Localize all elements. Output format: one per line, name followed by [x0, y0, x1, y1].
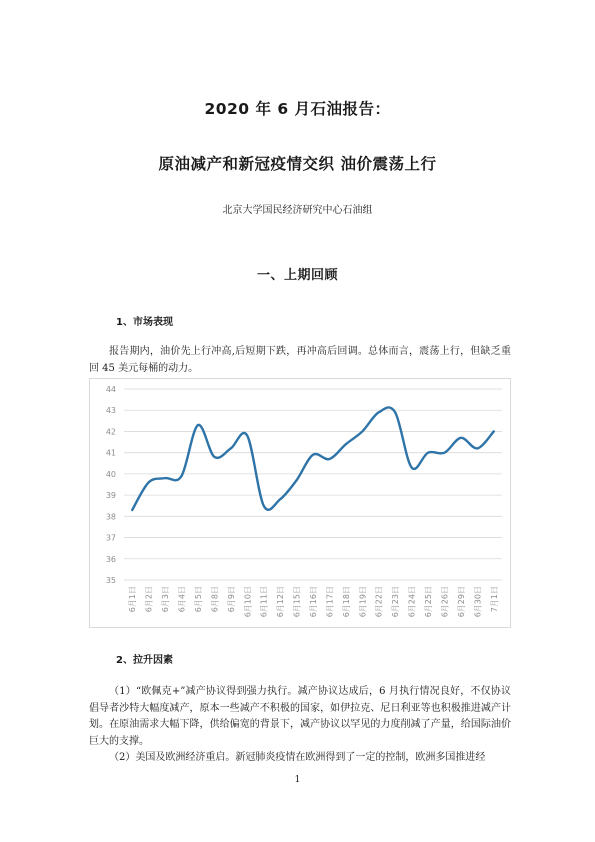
y-tick-label: 39 [105, 491, 116, 501]
x-tick-label: 6月3日 [161, 586, 171, 613]
x-tick-label: 6月11日 [259, 586, 269, 618]
x-tick-label: 6月2日 [144, 586, 154, 613]
data-point [246, 435, 248, 437]
x-tick-label: 6月10日 [243, 586, 253, 618]
x-tick-label: 6月26日 [440, 586, 450, 618]
y-tick-label: 38 [105, 512, 116, 522]
paragraph-factor-1: （1）“欧佩克+”减产协议得到强力执行。减产协议达成后，6 月执行情况良好，不仅协议倡导者沙特大幅度减产，原本一些减产不积极的国家，如伊拉克、尼日利亚等也积极推进减产计划。在原油需求大幅下降，供给偏宽的背景下，减产协议以罕见的力度削减了产量，给国际油价巨大的支撑。 [89, 686, 511, 747]
chart-svg [90, 379, 510, 627]
x-tick-label: 6月1日 [128, 586, 138, 613]
author-line: 北京大学国民经济研究中心石油组 [222, 205, 373, 216]
x-tick-label: 6月12日 [276, 586, 286, 618]
oil-price-chart [89, 378, 511, 628]
data-point [148, 482, 150, 484]
x-tick-label: 6月23日 [391, 586, 401, 618]
x-tick-label: 6月8日 [210, 586, 220, 613]
y-tick-label: 41 [105, 448, 116, 458]
x-tick-label: 6月24日 [407, 586, 417, 618]
y-tick-label: 35 [105, 576, 116, 585]
data-point [444, 452, 446, 454]
data-point [181, 475, 183, 477]
data-point [378, 412, 380, 414]
x-tick-label: 6月15日 [292, 586, 302, 618]
subheading-factors: 2、拉升因素 [116, 655, 173, 666]
data-point [214, 456, 216, 458]
y-tick-label: 44 [105, 385, 116, 394]
data-point [411, 467, 413, 469]
data-point [197, 424, 199, 426]
data-point [329, 458, 331, 460]
data-point [345, 443, 347, 445]
x-tick-label: 6月5日 [193, 586, 203, 613]
data-point [427, 452, 429, 454]
x-tick-label: 6月16日 [309, 586, 318, 618]
y-tick-label: 36 [105, 554, 116, 564]
doc-title-line2: 原油减产和新冠疫情交织 油价震荡上行 [158, 155, 437, 173]
data-point [362, 431, 364, 433]
x-tick-label: 6月17日 [325, 586, 335, 618]
x-tick-label: 7月1日 [489, 586, 499, 613]
data-point [394, 412, 396, 414]
data-point [279, 499, 281, 501]
section-heading-review: 一、上期回顾 [256, 268, 338, 283]
paragraph-market [89, 344, 511, 377]
paragraph-factor-2: （2）美国及欧洲经济重启。新冠肺炎疫情在欧洲得到了一定的控制，欧洲多国推进经 [109, 752, 486, 763]
data-point [131, 509, 133, 511]
data-point [230, 448, 232, 450]
data-point [460, 437, 462, 439]
paragraph-market-text: 报告期内，油价先上行冲高,后短期下跌，再冲高后回调。总体而言，震荡上行，但缺乏重回 45 美元每桶的动力。 [89, 346, 511, 374]
x-tick-label: 6月29日 [456, 586, 466, 618]
y-tick-label: 37 [105, 533, 116, 543]
data-point [493, 431, 495, 433]
data-point [296, 479, 298, 481]
x-tick-label: 6月19日 [358, 586, 368, 618]
paragraph-factors [89, 684, 511, 767]
data-point [263, 505, 265, 507]
y-tick-label: 42 [105, 427, 116, 437]
series-line [132, 407, 494, 510]
data-point [312, 454, 314, 456]
x-tick-label: 6月25日 [424, 586, 434, 618]
y-tick-label: 40 [105, 469, 116, 479]
x-tick-label: 6月30日 [473, 586, 483, 618]
data-point [164, 477, 166, 479]
page-number: 1 [294, 775, 301, 785]
doc-title-line1: 2020 年 6 月石油报告： [204, 100, 391, 118]
x-tick-label: 6月18日 [341, 586, 351, 618]
y-tick-label: 43 [105, 406, 116, 416]
x-tick-label: 6月4日 [177, 586, 187, 613]
subheading-market: 1、市场表现 [116, 317, 173, 328]
data-point [477, 448, 479, 450]
x-tick-label: 6月9日 [226, 586, 236, 613]
x-tick-label: 6月22日 [374, 586, 384, 618]
